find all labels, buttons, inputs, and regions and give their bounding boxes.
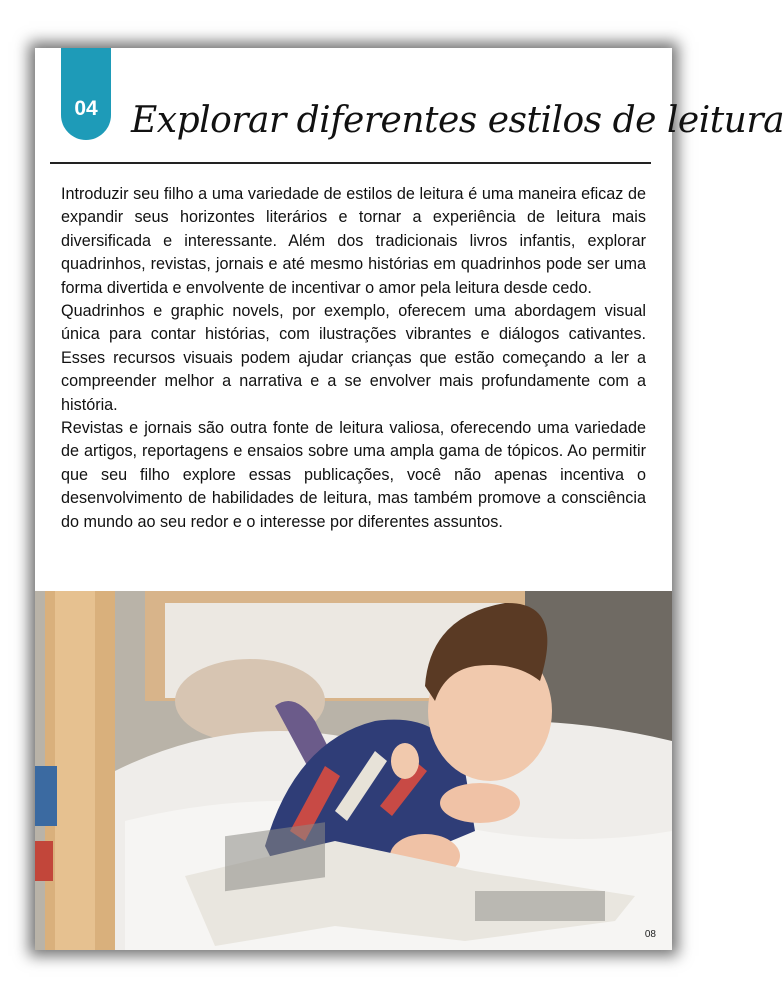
- title-divider: [50, 162, 651, 164]
- paragraph: Introduzir seu filho a uma variedade de estilos de leitura é uma maneira eficaz de expandir seus horizontes literários e tornar a experiência de leitura mais diversificada e interessante. Além dos tradicionais livros infantis, explorar quadrinhos, revistas, jornais e até mesmo histórias em quadrinhos pode ser uma forma divertida e envolvente de incentivar o amor pela leitura desde cedo.: [61, 185, 646, 297]
- section-number-tab: [61, 48, 111, 140]
- body-text: [61, 183, 646, 534]
- photo-child-reading-comic: [35, 591, 672, 950]
- page-number: 08: [644, 929, 656, 940]
- section-number: 04: [74, 97, 98, 120]
- paragraph: Revistas e jornais são outra fonte de leitura valiosa, oferecendo uma variedade de artigos, reportagens e ensaios sobre uma ampla gama de tópicos. Ao permitir que seu filho explore essas publicações, você não apenas incentiva o desenvolvimento de habilidades de leitura, mas também promove a consciência do mundo ao seu redor e o interesse por diferentes assuntos.: [61, 419, 646, 531]
- paragraph: Quadrinhos e graphic novels, por exemplo, oferecem uma abordagem visual única para contar histórias, com ilustrações vibrantes e diálogos cativantes. Esses recursos visuais podem ajudar crianças que estão começando a ler a compreender melhor a narrativa e a se envolver mais profundamente com a história.: [61, 302, 646, 414]
- document-page: [35, 48, 784, 950]
- section-title: Explorar diferentes estilos de leitura: [131, 100, 784, 141]
